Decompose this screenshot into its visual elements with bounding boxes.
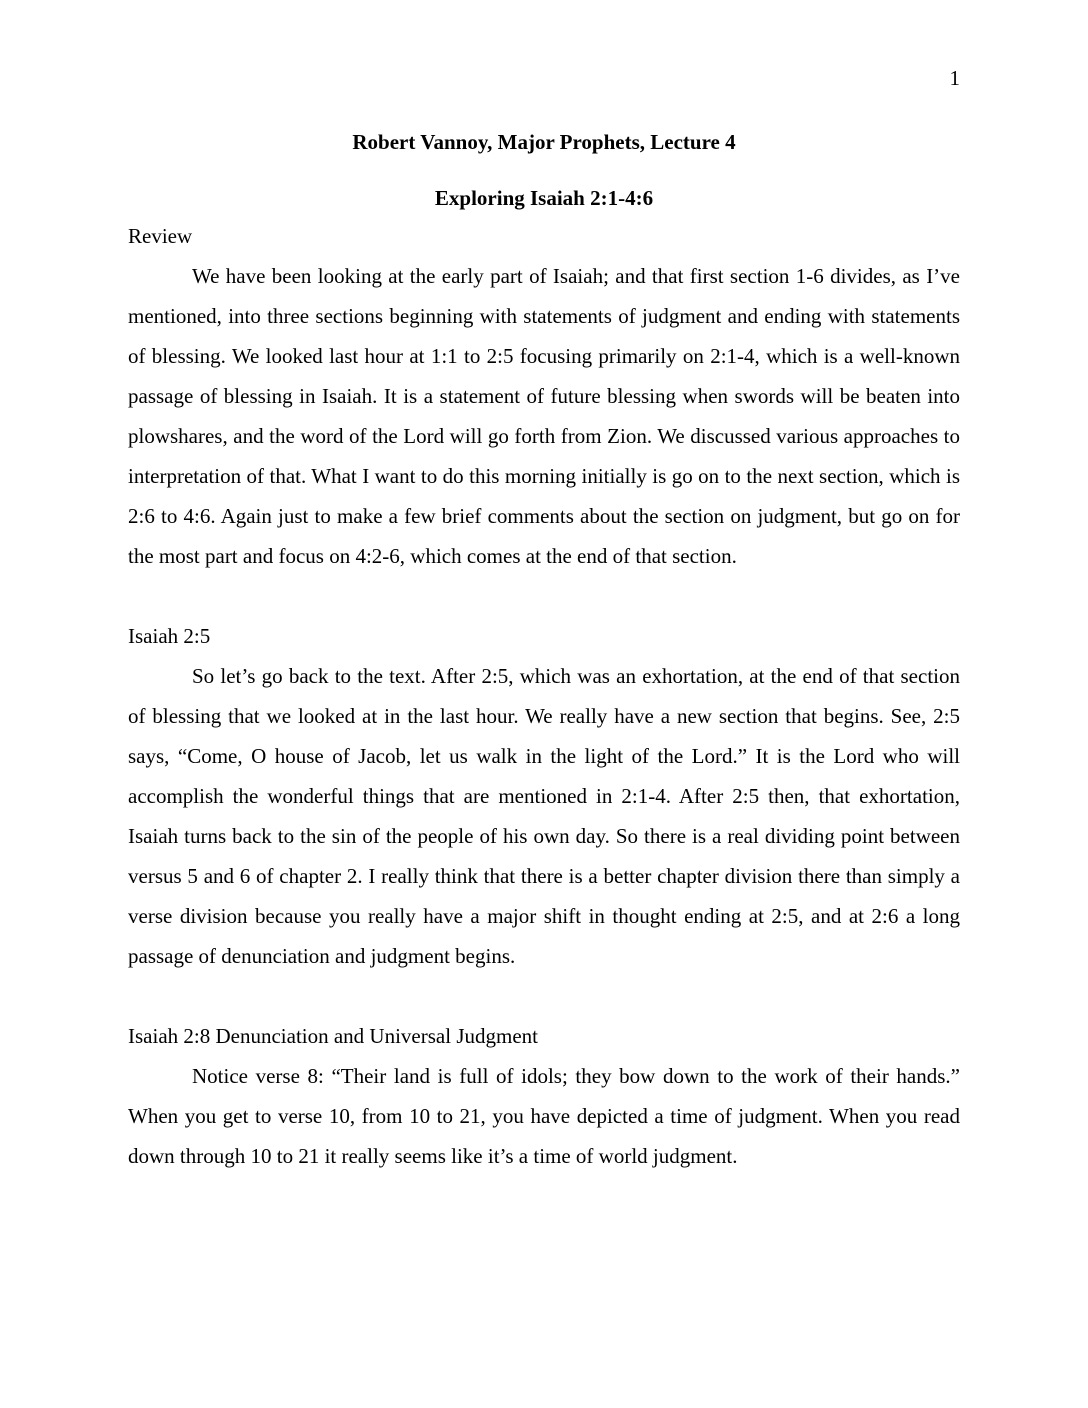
section-isaiah-2-5 <box>128 616 960 976</box>
section-paragraph: Notice verse 8: “Their land is full of idols; they bow down to the work of their hands.” When you get to verse 10, from 10 to 21, you have depicted a time of judgment. When you read down through 10 to 21 it really seems like it’s a time of world judgment. <box>128 1064 960 1168</box>
section-isaiah-2-8 <box>128 1016 960 1176</box>
section-heading: Isaiah 2:8 Denunciation and Universal Judgment <box>128 1024 538 1048</box>
lecture-title: Robert Vannoy, Major Prophets, Lecture 4 <box>352 130 736 154</box>
section-paragraph: We have been looking at the early part of Isaiah; and that first section 1-6 divides, as I’ve mentioned, into three sections beginning with statements of judgment and ending with statements of blessing. We looked last hour at 1:1 to 2:5 focusing primarily on 2:1-4, which is a well-known passage of blessing in Isaiah. It is a statement of future blessing when swords will be beaten into plowshares, and the word of the Lord will go forth from Zion. We discussed various approaches to interpretation of that. What I want to do this morning initially is go on to the next section, which is 2:6 to 4:6. Again just to make a few brief comments about the section on judgment, but go on for the most part and focus on 4:2-6, which comes at the end of that section. <box>128 264 960 568</box>
document-body <box>128 216 960 1176</box>
section-heading: Review <box>128 224 193 248</box>
page-number: 1 <box>949 66 960 90</box>
section-paragraph: So let’s go back to the text. After 2:5, which was an exhortation, at the end of that section of blessing that we looked at in the last hour. We really have a new section that begins. See, 2:5 says, “Come, O house of Jacob, let us walk in the light of the Lord.” It is the Lord who will accomplish the wonderful things that are mentioned in 2:1-4. After 2:5 then, that exhortation, Isaiah turns back to the sin of the people of his own day. So there is a real dividing point between versus 5 and 6 of chapter 2. I really think that there is a better chapter division there than simply a verse division because you really have a major shift in thought ending at 2:5, and at 2:6 a long passage of denunciation and judgment begins. <box>128 664 960 968</box>
section-heading: Isaiah 2:5 <box>128 624 211 648</box>
section-gap <box>128 976 960 1016</box>
section-review <box>128 216 960 576</box>
lecture-subtitle: Exploring Isaiah 2:1-4:6 <box>434 186 654 210</box>
section-gap <box>128 576 960 616</box>
